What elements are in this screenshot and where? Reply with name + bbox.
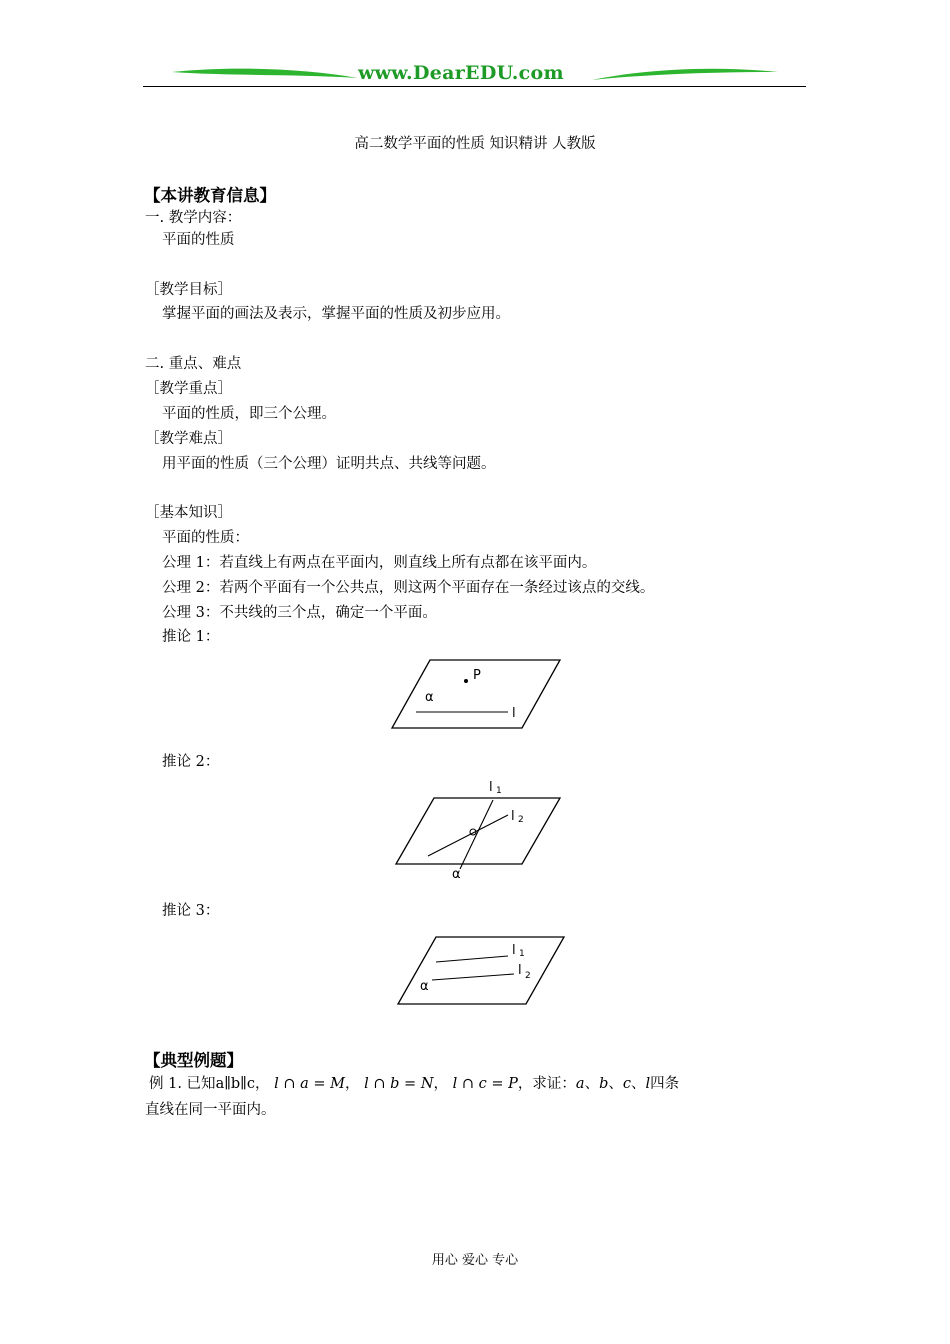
- line-l1-label: l: [512, 943, 516, 958]
- logo-swoosh-right: [590, 64, 780, 84]
- content-label: 一. 教学内容：: [145, 210, 242, 226]
- plane-alpha-label: α: [420, 979, 429, 994]
- example-1-prefix: 例 1. 已知: [149, 1076, 216, 1092]
- corollary-2-label: 推论 2：: [162, 754, 220, 770]
- corollary-3-label: 推论 3：: [162, 903, 220, 919]
- line-l1: [436, 956, 508, 962]
- content-text: 平面的性质: [162, 232, 235, 248]
- plane-alpha-label: α: [452, 867, 461, 882]
- plane-alpha-label: α: [425, 690, 434, 705]
- logo-swoosh-left: [170, 64, 360, 84]
- doc-title: 高二数学平面的性质 知识精讲 人教版: [354, 136, 596, 152]
- line-l1-subscript: 1: [496, 786, 502, 796]
- goal-label: ［教学目标］: [145, 282, 232, 298]
- line-l1-label: l: [489, 780, 493, 795]
- figure-corollary-1: [390, 656, 565, 732]
- line-l2: [428, 815, 508, 856]
- figure-corollary-2: [392, 774, 564, 886]
- section-heading-examples: 【典型例题】: [144, 1051, 243, 1070]
- key-label: ［教学重点］: [145, 381, 232, 397]
- point-p-label: P: [473, 668, 481, 683]
- line-l1: [460, 800, 493, 869]
- difficulty-label: ［教学难点］: [145, 431, 232, 447]
- axiom-1: 公理 1：若直线上有两点在平面内，则直线上所有点都在该平面内。: [162, 555, 597, 571]
- axiom-2: 公理 2：若两个平面有一个公共点，则这两个平面存在一条经过该点的交线。: [162, 580, 655, 596]
- line-l2-label: l: [518, 963, 522, 978]
- line-l2: [432, 974, 514, 980]
- line-l2-label: l: [511, 809, 515, 824]
- axiom-3: 公理 3：不共线的三个点，确定一个平面。: [162, 605, 437, 621]
- figure-corollary-3: [394, 932, 568, 1010]
- line-l1-subscript: 1: [519, 949, 525, 959]
- difficulty-text: 用平面的性质（三个公理）证明共点、共线等问题。: [162, 456, 496, 472]
- example-1-line-1: 例 1. 已知a∥b∥c， l ∩ a = M， l ∩ b = N， l ∩ c = P，求证：a、b、c、l四条: [149, 1076, 680, 1092]
- point-p-dot: [464, 679, 468, 683]
- line-l2-subscript: 2: [518, 815, 524, 825]
- section-heading-info: 【本讲教育信息】: [144, 186, 276, 205]
- goal-text: 掌握平面的画法及表示，掌握平面的性质及初步应用。: [162, 306, 510, 322]
- line-l2-subscript: 2: [525, 971, 531, 981]
- basic-intro: 平面的性质：: [162, 530, 249, 546]
- logo-text: www.DearEDU.com: [358, 62, 564, 84]
- footer-text: 用心 爱心 专心: [431, 1253, 519, 1268]
- line-l-label: l: [512, 706, 516, 721]
- header-rule: [143, 86, 806, 87]
- corollary-1-label: 推论 1：: [162, 629, 220, 645]
- example-1-line-2: 直线在同一平面内。: [145, 1102, 276, 1118]
- basic-label: ［基本知识］: [145, 505, 232, 521]
- example-1-parallel-condition: a∥b∥c: [215, 1076, 256, 1092]
- key-title: 二. 重点、难点: [145, 356, 242, 372]
- key-text: 平面的性质，即三个公理。: [162, 406, 336, 422]
